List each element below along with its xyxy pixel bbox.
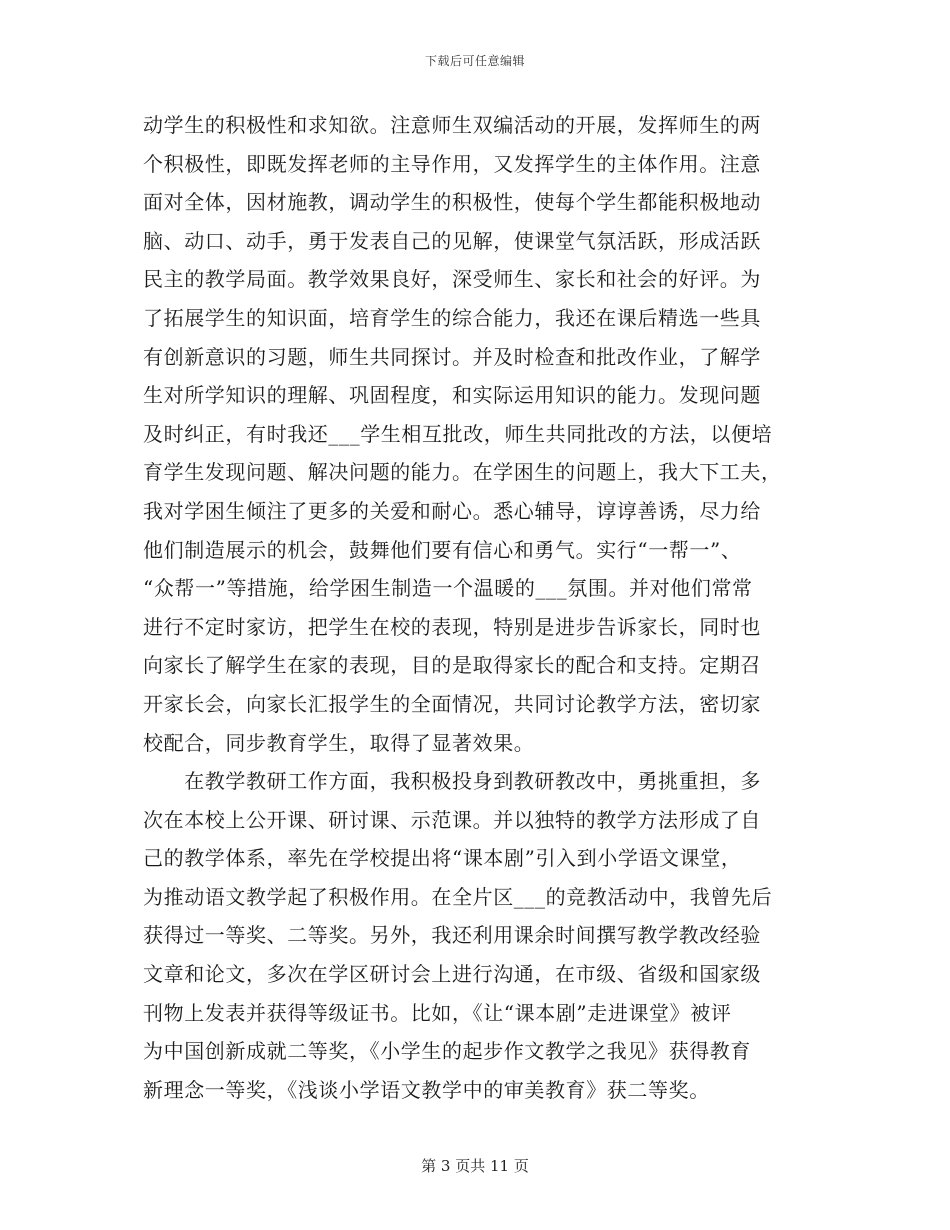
text-line: 我对学困生倾注了更多的关爱和耐心。悉心辅导，谆谆善诱，尽力给 — [143, 498, 761, 523]
text-line: “众帮一”等措施，给学困生制造一个温暖的___氛围。并对他们常常 — [143, 576, 753, 601]
text-line: 有创新意识的习题，师生共同探讨。并及时检查和批改作业，了解学 — [143, 344, 761, 369]
text-line: 新理念一等奖，《浅谈小学语文教学中的审美教育》获二等奖。 — [143, 1077, 710, 1102]
text-line: 进行不定时家访，把学生在校的表现，特别是进步告诉家长，同时也 — [143, 614, 761, 639]
text-line: 开家长会，向家长汇报学生的全面情况，共同讨论教学方法，密切家 — [143, 691, 761, 716]
page-number: 第 3 页共 11 页 — [421, 1157, 529, 1175]
page-header: 下载后可任意编辑 — [424, 54, 525, 68]
text-line: 他们制造展示的机会，鼓舞他们要有信心和勇气。实行“一帮一”、 — [143, 537, 742, 562]
text-line: 民主的教学局面。教学效果良好，深受师生、家长和社会的好评。为 — [143, 267, 761, 292]
text-line: 校配合，同步教育学生，取得了显著效果。 — [143, 730, 535, 755]
text-line: 动学生的积极性和求知欲。注意师生双编活动的开展，发挥师生的两 — [143, 113, 761, 137]
text-line: 及时纠正，有时我还___学生相互批改，师生共同批改的方法，以便培 — [143, 421, 773, 446]
text-line: 育学生发现问题、解决问题的能力。在学困生的问题上，我大下工夫， — [143, 460, 782, 485]
text-line: 为中国创新成就二等奖，《小学生的起步作文教学之我见》获得教育 — [143, 1039, 751, 1064]
text-line: 为推动语文教学起了积极作用。在全片区___的竞教活动中，我曾先后 — [143, 884, 773, 909]
text-line: 脑、动口、动手，勇于发表自己的见解，使课堂气氛活跃，形成活跃 — [143, 228, 761, 253]
text-line: 了拓展学生的知识面，培育学生的综合能力，我还在课后精选一些具 — [143, 305, 761, 330]
text-line: 次在本校上公开课、研讨课、示范课。并以独特的教学方法形成了自 — [143, 807, 761, 832]
text-line: 刊物上发表并获得等级证书。比如，《让“课本剧”走进课堂》被评 — [143, 1000, 732, 1025]
text-line: 个积极性，即既发挥老师的主导作用，又发挥学生的主体作用。注意 — [143, 151, 761, 176]
text-line: 生对所学知识的理解、巩固程度，和实际运用知识的能力。发现问题 — [143, 383, 761, 408]
text-line: 己的教学体系，率先在学校提出将“课本剧”引入到小学语文课堂， — [143, 846, 742, 871]
document-body — [143, 106, 810, 1109]
text-line: 获得过一等奖、二等奖。另外，我还利用课余时间撰写教学教改经验 — [143, 923, 761, 948]
paragraph-start-line: 在教学教研工作方面，我积极投身到教研教改中，勇挑重担，多 — [143, 769, 761, 794]
text-line: 文章和论文，多次在学区研讨会上进行沟通，在市级、省级和国家级 — [143, 962, 761, 987]
text-line: 向家长了解学生在家的表现，目的是取得家长的配合和支持。定期召 — [143, 653, 761, 678]
text-line: 面对全体，因材施教，调动学生的积极性，使每个学生都能积极地动 — [143, 190, 761, 215]
